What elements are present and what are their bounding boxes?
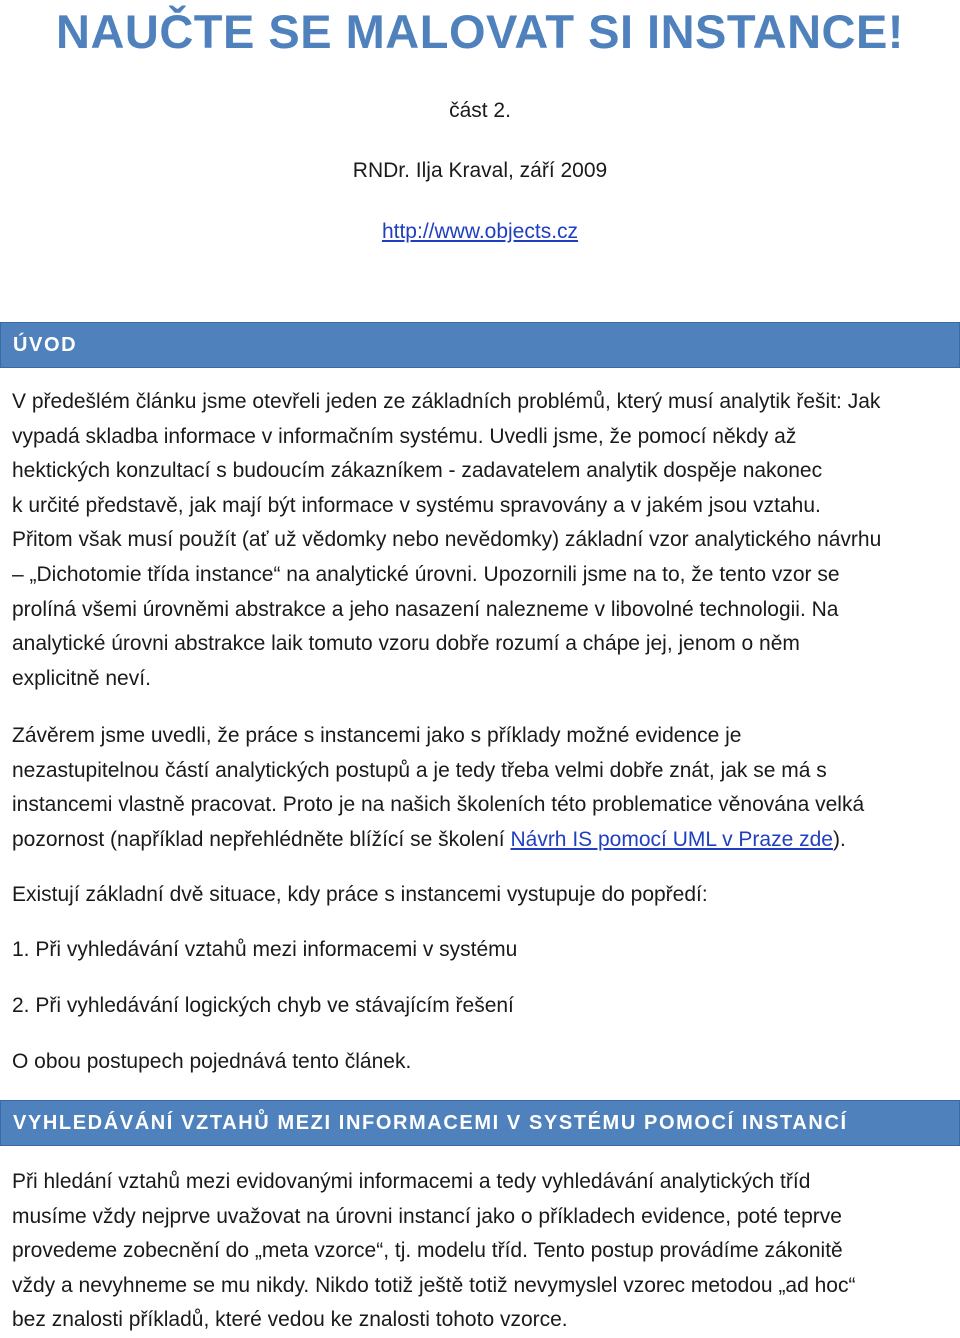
text-line: Při hledání vztahů mezi evidovanými informacemi a tedy vyhledávání analytických tříd	[12, 1170, 811, 1193]
text-line: vždy a nevyhneme se mu nikdy. Nikdo totiž ještě totiž nevymyslel vzorec metodou „ad hoc“	[12, 1273, 856, 1297]
text-line-with-link	[12, 823, 952, 858]
situations-intro: Existují základní dvě situace, kdy práce s instancemi vystupuje do popředí:	[12, 883, 708, 906]
text-line: Přitom však musí použít (ať už vědomky nebo nevědomky) základní vzor analytického návrhu	[12, 528, 882, 552]
conclusion-paragraph	[12, 719, 952, 857]
text-line: V předešlém článku jsme otevřeli jeden ze základních problémů, který musí analytik řešit: Jak	[12, 390, 881, 413]
website-link[interactable]: http://www.objects.cz	[381, 220, 579, 243]
section-heading-text: ÚVOD	[13, 334, 78, 356]
text-line: k určité představě, jak mají být informace v systému spravovány a v jakém jsou vztahu.	[12, 493, 821, 517]
text-line: prolíná všemi úrovněmi abstrakce a jeho nasazení nalezneme v libovolné technologii. Na	[12, 597, 839, 621]
closing-sentence: O obou postupech pojednává tento článek.	[12, 1050, 412, 1073]
intro-paragraph	[12, 385, 952, 696]
text-segment: pozornost (například nepřehlédněte blížící se školení	[12, 827, 511, 851]
text-line: nezastupitelnou částí analytických postupů a je tedy třeba velmi dobře znát, jak se má s	[12, 758, 827, 782]
text-line: vypadá skladba informace v informačním systému. Uvedli jsme, že pomocí někdy až	[12, 424, 797, 448]
list-item-1: 1. Při vyhledávání vztahů mezi informacemi v systému	[12, 938, 518, 961]
text-line: musíme vždy nejprve uvažovat na úrovni instancí jako o příkladech evidence, poté teprve	[12, 1204, 842, 1228]
text-line: bez znalosti příkladů, které vedou ke znalosti tohoto vzorce.	[12, 1308, 568, 1332]
section2-paragraph	[12, 1165, 952, 1338]
part-label: část 2.	[449, 99, 511, 122]
text-line: explicitně neví.	[12, 666, 151, 690]
training-link[interactable]: Návrh IS pomocí UML v Praze zde	[510, 827, 833, 851]
text-line: instancemi vlastně pracovat. Proto je na našich školeních této problematice věnována velká	[12, 793, 865, 817]
text-line: Závěrem jsme uvedli, že práce s instancemi jako s příklady možné evidence je	[12, 724, 742, 747]
list-item-2: 2. Při vyhledávání logických chyb ve stávajícím řešení	[12, 994, 514, 1017]
text-line: analytické úrovni abstrakce laik tomuto vzoru dobře rozumí a chápe jej, jenom o něm	[12, 632, 800, 656]
text-line: – „Dichotomie třída instance“ na analytické úrovni. Upozornili jsme na to, že tento vzor se	[12, 562, 840, 586]
text-line: hektických konzultací s budoucím zákazníkem - zadavatelem analytik dospěje nakonec	[12, 459, 823, 483]
author-line: RNDr. Ilja Kraval, září 2009	[352, 159, 608, 182]
text-segment: ).	[832, 827, 846, 851]
text-line: provedeme zobecnění do „meta vzorce“, tj. modelu tříd. Tento postup provádíme zákonitě	[12, 1239, 843, 1263]
section-heading-vyhledavani	[0, 1100, 960, 1146]
section-heading-uvod	[0, 322, 960, 368]
section-heading-text: VYHLEDÁVÁNÍ VZTAHŮ MEZI INFORMACEMI V SYSTÉMU POMOCÍ INSTANCÍ	[13, 1112, 848, 1134]
website-link-wrapper	[0, 219, 960, 245]
document-title: NAUČTE SE MALOVAT SI INSTANCE!	[56, 5, 904, 58]
